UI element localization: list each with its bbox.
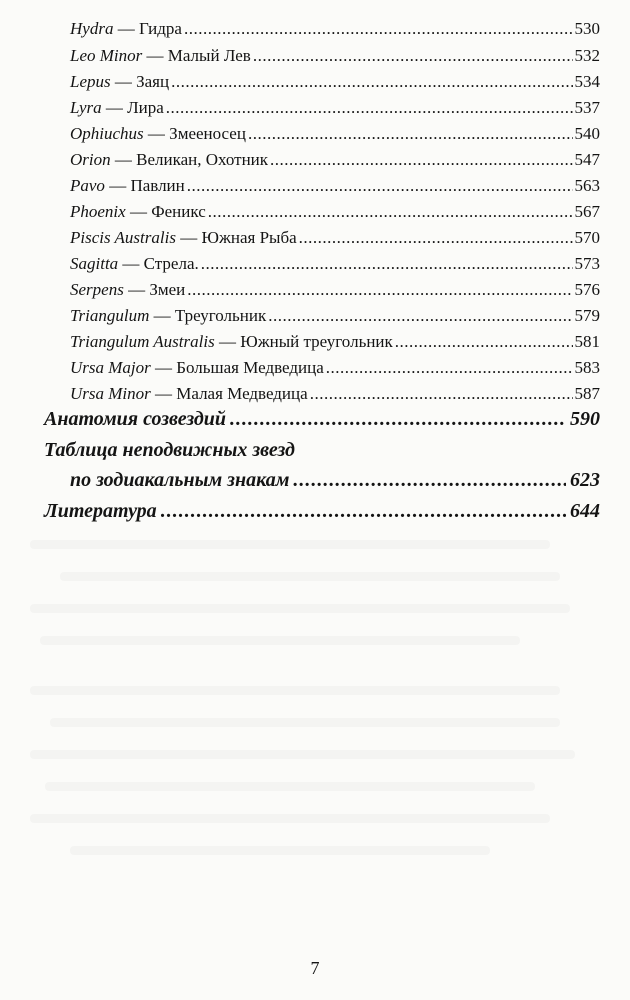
dot-leader — [208, 200, 573, 224]
entry-page: 563 — [574, 176, 600, 195]
entry-latin: Hydra — [70, 19, 114, 38]
dot-leader — [248, 122, 573, 146]
toc-entry-piscis-australis — [70, 226, 600, 250]
entry-latin: Piscis Australis — [70, 228, 176, 247]
entry-dash: — — [113, 19, 139, 38]
entry-latin: Sagitta — [70, 254, 119, 273]
dot-leader — [187, 278, 572, 302]
entry-page: 537 — [574, 98, 600, 117]
entry-page: 573 — [574, 254, 600, 273]
dot-leader — [395, 330, 573, 354]
entry-page: 534 — [574, 72, 600, 91]
entry-page: 576 — [574, 280, 600, 299]
entry-page: 567 — [574, 202, 600, 221]
dot-leader — [187, 174, 573, 198]
toc-entry-pavo — [70, 174, 600, 198]
entry-latin: Ursa Minor — [70, 384, 151, 403]
entry-dash: — — [125, 202, 152, 221]
section-page: 590 — [570, 408, 600, 430]
entry-russian: Змееносец — [169, 124, 246, 143]
toc-entry-hydra — [70, 17, 600, 41]
entry-latin: Ophiuchus — [70, 124, 144, 143]
toc-entry-triangulum-australis — [70, 330, 600, 354]
dot-leader — [268, 304, 572, 328]
entry-latin: Ursa Major — [70, 358, 151, 377]
toc-entry-sagitta — [70, 252, 600, 276]
entry-page: 547 — [574, 150, 600, 169]
entry-dash: — — [142, 46, 168, 65]
toc-entry-ursa-major — [70, 356, 600, 380]
toc-entry-serpens — [70, 278, 600, 302]
entry-dash: — — [110, 150, 137, 169]
dot-leader — [326, 356, 573, 380]
entry-russian: Малая Медведица — [176, 384, 308, 403]
dot-leader — [299, 226, 573, 250]
toc-entry-leo-minor — [70, 44, 600, 68]
entry-page: 570 — [574, 228, 600, 247]
entry-page: 581 — [574, 332, 600, 351]
toc-section-table — [70, 466, 600, 494]
entry-russian: Змеи — [149, 280, 186, 299]
entry-russian: Феникс — [151, 202, 206, 221]
entry-dash: — — [175, 228, 202, 247]
entry-dash: — — [118, 254, 144, 273]
dot-leader — [161, 497, 566, 525]
entry-russian: Лира — [127, 98, 164, 117]
toc-section-anatomy — [44, 405, 600, 433]
entry-latin: Triangulum Australis — [70, 332, 215, 351]
dot-leader — [253, 44, 573, 68]
entry-russian: Большая Медведица — [176, 358, 324, 377]
entry-page: 579 — [574, 306, 600, 325]
page-number: 7 — [310, 958, 320, 978]
entry-latin: Triangulum — [70, 306, 150, 325]
entry-latin: Lyra — [70, 98, 102, 117]
entry-dash: — — [123, 280, 150, 299]
section-page: 644 — [570, 500, 600, 522]
entry-latin: Orion — [70, 150, 111, 169]
entry-page: 540 — [574, 124, 600, 143]
toc-entry-phoenix — [70, 200, 600, 224]
section-page: 623 — [570, 469, 600, 491]
toc-section-table-title-line1: Таблица неподвижных звезд — [44, 439, 295, 461]
entry-dash: — — [110, 72, 137, 91]
toc-entry-lyra — [70, 96, 600, 120]
dot-leader — [230, 405, 566, 433]
dot-leader — [184, 17, 573, 41]
entry-latin: Leo Minor — [70, 46, 143, 65]
entry-russian: Южная Рыба — [201, 228, 297, 247]
entry-dash: — — [214, 332, 241, 351]
dot-leader — [171, 70, 572, 94]
entry-russian: Заяц — [136, 72, 170, 91]
entry-dash: — — [143, 124, 170, 143]
entry-russian: Великан, Охотник — [136, 150, 269, 169]
entry-latin: Pavo — [70, 176, 105, 195]
toc-entry-ophiuchus — [70, 122, 600, 146]
section-title: Литература — [44, 500, 157, 522]
entry-russian: Треугольник — [174, 306, 267, 325]
section-title: по зодиакальным знакам — [70, 469, 290, 491]
entry-latin: Lepus — [70, 72, 111, 91]
toc-entry-orion — [70, 148, 600, 172]
dot-leader — [310, 382, 573, 406]
dot-leader — [166, 96, 573, 120]
entry-russian: Южный треугольник — [240, 332, 393, 351]
entry-page: 532 — [574, 46, 600, 65]
entry-page: 530 — [574, 19, 600, 38]
entry-dash: — — [150, 384, 177, 403]
entry-page: 583 — [574, 358, 600, 377]
entry-page: 587 — [574, 384, 600, 403]
entry-russian: Гидра — [138, 19, 182, 38]
dot-leader — [270, 148, 572, 172]
dot-leader — [293, 466, 566, 494]
entry-latin: Phoenix — [70, 202, 126, 221]
entry-latin: Serpens — [70, 280, 124, 299]
entry-dash: — — [104, 176, 131, 195]
entry-dash: — — [101, 98, 128, 117]
toc-entry-triangulum — [70, 304, 600, 328]
toc-entry-lepus — [70, 70, 600, 94]
entry-russian: Стрела. — [143, 254, 199, 273]
entry-dash: — — [149, 306, 175, 325]
toc-entry-ursa-minor — [70, 382, 600, 406]
toc-section-literature — [44, 497, 600, 525]
dot-leader — [201, 252, 573, 276]
entry-dash: — — [150, 358, 177, 377]
entry-russian: Павлин — [130, 176, 185, 195]
entry-russian: Малый Лев — [167, 46, 251, 65]
section-title: Анатомия созвездий — [44, 408, 227, 430]
